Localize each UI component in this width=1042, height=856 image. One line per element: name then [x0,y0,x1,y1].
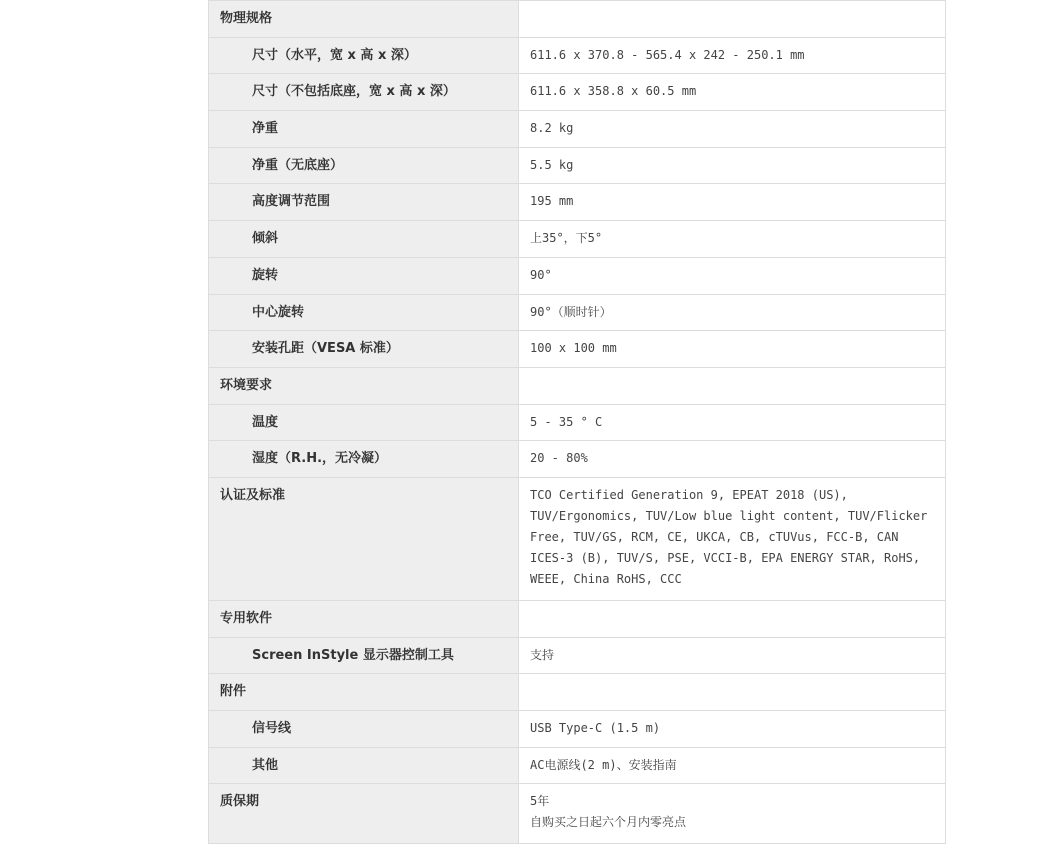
empty-cell [519,367,946,404]
spec-value: 5 - 35 ° C [519,404,946,441]
spec-row-pivot [209,294,946,331]
spec-label: 中心旋转 [209,294,519,331]
spec-row-other [209,747,946,784]
spec-label: 尺寸（水平，宽 x 高 x 深） [209,37,519,74]
spec-label: 安装孔距（VESA 标准） [209,331,519,368]
empty-cell [519,1,946,38]
spec-label: 信号线 [209,711,519,748]
spec-value: 90°（顺时针） [519,294,946,331]
spec-value: 20 - 80% [519,441,946,478]
section-title: 环境要求 [209,367,519,404]
spec-row-swivel [209,257,946,294]
spec-row-net-weight [209,111,946,148]
empty-cell [519,600,946,637]
spec-value: 支持 [519,637,946,674]
spec-row-humidity [209,441,946,478]
spec-value: 611.6 x 370.8 - 565.4 x 242 - 250.1 mm [519,37,946,74]
spec-row-height-adjust [209,184,946,221]
spec-label: 湿度（R.H.，无冷凝） [209,441,519,478]
spec-value: 90° [519,257,946,294]
spec-row-warranty [209,784,946,844]
spec-label: Screen InStyle 显示器控制工具 [209,637,519,674]
spec-value [519,784,946,844]
spec-value: 5.5 kg [519,147,946,184]
spec-label: 净重 [209,111,519,148]
spec-row-tilt [209,221,946,258]
spec-row-dimensions [209,37,946,74]
section-row-software [209,600,946,637]
spec-label: 高度调节范围 [209,184,519,221]
spec-value: 100 x 100 mm [519,331,946,368]
spec-label: 认证及标准 [209,477,519,600]
spec-value: 8.2 kg [519,111,946,148]
spec-row-dimensions-no-stand [209,74,946,111]
empty-cell [519,674,946,711]
section-row-accessories [209,674,946,711]
spec-row-cable [209,711,946,748]
spec-label: 尺寸（不包括底座，宽 x 高 x 深） [209,74,519,111]
section-title: 物理规格 [209,1,519,38]
spec-value: USB Type-C (1.5 m) [519,711,946,748]
spec-row-certification [209,477,946,600]
spec-label: 温度 [209,404,519,441]
spec-value: 195 mm [519,184,946,221]
spec-table [208,0,946,844]
section-title: 专用软件 [209,600,519,637]
spec-value: 611.6 x 358.8 x 60.5 mm [519,74,946,111]
spec-row-screen-instyle [209,637,946,674]
spec-row-temperature [209,404,946,441]
section-row-environment [209,367,946,404]
spec-label: 其他 [209,747,519,784]
spec-label: 倾斜 [209,221,519,258]
spec-value: AC电源线(2 m)、安装指南 [519,747,946,784]
section-row-physical [209,1,946,38]
spec-row-net-weight-no-stand [209,147,946,184]
spec-label: 旋转 [209,257,519,294]
warranty-period: 5年 [530,794,550,809]
spec-value: TCO Certified Generation 9, EPEAT 2018 (US), TUV/Ergonomics, TUV/Low blue light content, TUV/Flicker Free, TUV/GS, RCM, CE, UKCA, CB, cTUVus, FCC-B, CAN ICES-3 (B), TUV/S, PSE, VCCI-B, EPA ENERGY STAR, RoHS, WEEE, China RoHS, CCC [519,477,946,600]
spec-value: 上35°，下5° [519,221,946,258]
spec-label: 净重（无底座） [209,147,519,184]
spec-row-vesa [209,331,946,368]
warranty-note: 自购买之日起六个月内零亮点 [530,815,687,830]
spec-label: 质保期 [209,784,519,844]
section-title: 附件 [209,674,519,711]
